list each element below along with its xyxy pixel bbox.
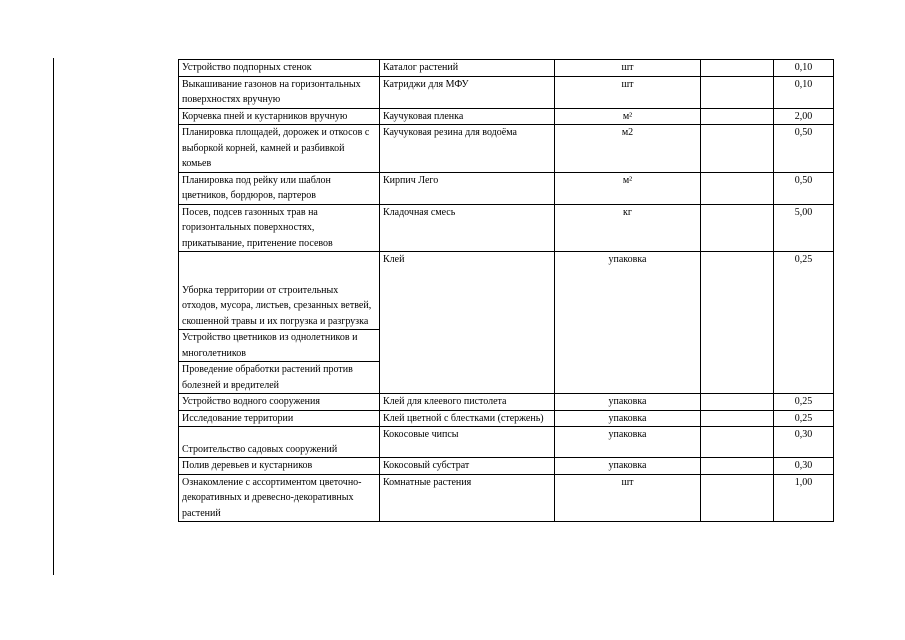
- table-row: [179, 172, 834, 204]
- work-cell: Планировка под рейку или шаблон цветников, бордюров, партеров: [179, 172, 380, 204]
- work-cell: Уборка территории от строительных отходов, мусора, листьев, срезанных ветвей, скошенной травы и их погрузка и разгрузка: [179, 252, 380, 330]
- material-cell: Кирпич Лего: [380, 172, 555, 204]
- material-cell: Кокосовый субстрат: [380, 458, 555, 475]
- unit-cell: упаковка: [555, 410, 701, 427]
- table-row: [179, 76, 834, 108]
- table-row: [179, 474, 834, 522]
- quantity-cell: 5,00: [774, 204, 834, 252]
- table-row: [179, 108, 834, 125]
- material-cell: Кокосовые чипсы: [380, 427, 555, 458]
- table-row: [179, 60, 834, 77]
- quantity-cell: 0,30: [774, 458, 834, 475]
- quantity-cell: 0,25: [774, 410, 834, 427]
- unit-cell: кг: [555, 204, 701, 252]
- unit-cell: шт: [555, 76, 701, 108]
- quantity-cell: 0,10: [774, 76, 834, 108]
- material-cell: Катриджи для МФУ: [380, 76, 555, 108]
- quantity-cell: 0,50: [774, 172, 834, 204]
- unit-cell: шт: [555, 474, 701, 522]
- unit-cell: шт: [555, 60, 701, 77]
- extra-cell: [701, 427, 774, 458]
- work-cell: Строительство садовых сооружений: [179, 427, 380, 458]
- material-cell: Клей цветной с блестками (стержень): [380, 410, 555, 427]
- work-cell: Ознакомление с ассортиментом цветочно-декоративных и древесно-декоративных растений: [179, 474, 380, 522]
- unit-cell: упаковка: [555, 458, 701, 475]
- unit-cell: упаковка: [555, 427, 701, 458]
- work-cell: Устройство цветников из однолетников и многолетников: [179, 330, 380, 362]
- extra-cell: [701, 172, 774, 204]
- quantity-cell: 0,30: [774, 427, 834, 458]
- table-row: [179, 252, 834, 330]
- table-row: [179, 204, 834, 252]
- table-row: [179, 427, 834, 458]
- table-row: [179, 125, 834, 173]
- extra-cell: [701, 474, 774, 522]
- table-row: [179, 458, 834, 475]
- quantity-cell: 0,25: [774, 252, 834, 394]
- materials-table: [178, 59, 834, 522]
- table-row: [179, 410, 834, 427]
- extra-cell: [701, 410, 774, 427]
- material-cell: Клей: [380, 252, 555, 394]
- unit-cell: упаковка: [555, 394, 701, 411]
- extra-cell: [701, 252, 774, 394]
- unit-cell: упаковка: [555, 252, 701, 394]
- page-margin-line: [53, 58, 54, 575]
- work-cell: Устройство водного сооружения: [179, 394, 380, 411]
- extra-cell: [701, 204, 774, 252]
- unit-cell: м²: [555, 172, 701, 204]
- unit-cell: м2: [555, 125, 701, 173]
- work-cell: Проведение обработки растений против болезней и вредителей: [179, 362, 380, 394]
- work-cell: Выкашивание газонов на горизонтальных поверхностях вручную: [179, 76, 380, 108]
- material-cell: Комнатные растения: [380, 474, 555, 522]
- quantity-cell: 2,00: [774, 108, 834, 125]
- work-cell: Посев, подсев газонных трав на горизонтальных поверхностях, прикатывание, притенение посевов: [179, 204, 380, 252]
- extra-cell: [701, 458, 774, 475]
- unit-cell: м²: [555, 108, 701, 125]
- table-row: [179, 394, 834, 411]
- quantity-cell: 0,10: [774, 60, 834, 77]
- quantity-cell: 0,50: [774, 125, 834, 173]
- extra-cell: [701, 76, 774, 108]
- extra-cell: [701, 60, 774, 77]
- extra-cell: [701, 394, 774, 411]
- material-cell: Каталог растений: [380, 60, 555, 77]
- quantity-cell: 0,25: [774, 394, 834, 411]
- extra-cell: [701, 108, 774, 125]
- material-cell: Клей для клеевого пистолета: [380, 394, 555, 411]
- work-cell: Планировка площадей, дорожек и откосов с выборкой корней, камней и разбивкой комьев: [179, 125, 380, 173]
- quantity-cell: 1,00: [774, 474, 834, 522]
- material-cell: Кладочная смесь: [380, 204, 555, 252]
- material-cell: Каучуковая резина для водоёма: [380, 125, 555, 173]
- material-cell: Каучуковая пленка: [380, 108, 555, 125]
- work-cell: Корчевка пней и кустарников вручную: [179, 108, 380, 125]
- work-cell: Полив деревьев и кустарников: [179, 458, 380, 475]
- extra-cell: [701, 125, 774, 173]
- work-cell: Устройство подпорных стенок: [179, 60, 380, 77]
- work-cell: Исследование территории: [179, 410, 380, 427]
